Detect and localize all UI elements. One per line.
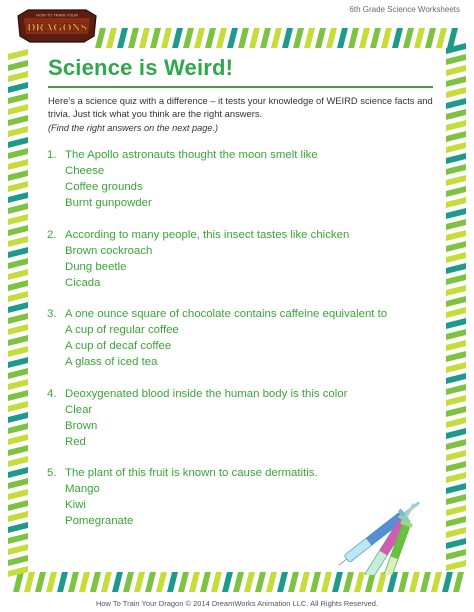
border-stripe — [8, 555, 28, 566]
border-stripe — [381, 28, 392, 48]
border-stripe — [8, 434, 28, 445]
border-stripe — [156, 572, 167, 592]
border-stripe — [106, 28, 117, 48]
border-stripe — [431, 572, 442, 592]
border-stripe — [8, 181, 28, 192]
answers-note: (Find the right answers on the next page.) — [48, 123, 219, 133]
border-stripe — [57, 572, 68, 592]
question-text: Deoxygenated blood inside the human body is this color — [65, 387, 348, 400]
border-stripe — [446, 274, 466, 285]
border-stripe — [288, 572, 299, 592]
answer-option[interactable]: Burnt gunpowder — [65, 197, 152, 209]
border-stripe — [200, 572, 211, 592]
copyright-footer: How To Train Your Dragon © 2014 DreamWorks Animation LLC. All Rights Reserved. — [95, 599, 379, 608]
border-stripe — [8, 258, 28, 269]
border-stripe — [266, 572, 277, 592]
answer-option[interactable]: A cup of decaf coffee — [65, 340, 172, 352]
answer-option[interactable]: Dung beetle — [65, 260, 127, 273]
border-stripe — [8, 522, 28, 533]
logo-small-text: HOW TO TRAIN YOUR — [36, 12, 78, 18]
border-stripe — [8, 159, 28, 170]
border-stripe — [446, 164, 466, 175]
border-stripe — [446, 417, 466, 428]
question-line — [47, 227, 437, 243]
border-stripe — [446, 120, 466, 131]
border-stripe — [46, 572, 57, 592]
border-stripe — [446, 494, 466, 505]
question-list — [47, 147, 437, 545]
border-stripe — [8, 401, 28, 412]
intro-paragraph: Here’s a science quiz with a difference – it tests your knowledge of WEIRD science facts and trivia. Just tick what you think are the right answers. — [48, 95, 433, 119]
border-stripe — [8, 346, 28, 357]
border-stripe — [446, 428, 466, 439]
answer-option[interactable]: Cicada — [65, 276, 101, 289]
border-stripe — [376, 572, 387, 592]
question-number: 2. — [47, 228, 57, 241]
border-stripe — [101, 572, 112, 592]
border-stripe — [446, 384, 466, 395]
border-stripe — [446, 307, 466, 318]
border-stripe — [8, 225, 28, 236]
question-number: 1. — [47, 149, 57, 161]
border-stripe — [446, 76, 466, 87]
border-stripe — [387, 572, 398, 592]
answer-option[interactable]: Brown cockroach — [65, 244, 153, 257]
border-stripe — [326, 28, 337, 48]
border-stripe — [343, 572, 354, 592]
question-2 — [47, 227, 437, 291]
border-stripe — [310, 572, 321, 592]
question-line — [47, 465, 437, 481]
border-stripe — [112, 572, 123, 592]
border-stripe — [8, 456, 28, 467]
border-stripe — [8, 313, 28, 324]
border-stripe — [359, 28, 370, 48]
question-line — [47, 147, 437, 163]
border-stripe — [8, 115, 28, 126]
question-line — [47, 386, 437, 402]
border-stripe — [446, 285, 466, 296]
border-stripe — [8, 368, 28, 379]
border-stripe — [337, 28, 348, 48]
border-stripe — [348, 28, 359, 48]
border-stripe — [216, 28, 227, 48]
border-stripe — [244, 572, 255, 592]
border-stripe — [172, 28, 183, 48]
border-stripe — [436, 28, 447, 48]
border-stripe — [446, 142, 466, 153]
border-stripe — [150, 28, 161, 48]
question-4 — [47, 386, 437, 450]
border-stripe — [211, 572, 222, 592]
border-stripe — [227, 28, 238, 48]
border-stripe — [134, 572, 145, 592]
border-stripe — [8, 478, 28, 489]
border-stripe — [446, 340, 466, 351]
border-stripe — [8, 423, 28, 434]
border-stripe — [277, 572, 288, 592]
border-stripe — [8, 357, 28, 368]
border-stripe — [446, 186, 466, 197]
border-stripe — [420, 572, 431, 592]
worksheet-category: 6th Grade Science Worksheets — [349, 5, 460, 14]
answer-option[interactable]: Kiwi — [65, 499, 86, 511]
border-stripe — [446, 296, 466, 307]
border-stripe — [414, 28, 425, 48]
title-underline — [48, 86, 433, 88]
border-stripe — [178, 572, 189, 592]
border-stripe — [249, 28, 260, 48]
border-stripe — [79, 572, 90, 592]
border-stripe — [233, 572, 244, 592]
answer-option[interactable]: Mango — [65, 483, 100, 495]
border-stripe — [446, 252, 466, 263]
border-stripe — [8, 93, 28, 104]
border-stripe — [446, 362, 466, 373]
border-stripe — [446, 527, 466, 538]
border-stripe — [392, 28, 403, 48]
border-stripe — [409, 572, 420, 592]
border-stripe — [117, 28, 128, 48]
border-stripe — [8, 192, 28, 203]
border-stripe — [24, 572, 35, 592]
question-1 — [47, 147, 437, 211]
border-stripe — [442, 572, 453, 592]
answer-option[interactable]: A glass of iced tea — [65, 356, 158, 368]
border-stripe — [446, 560, 466, 571]
border-stripe — [8, 60, 28, 71]
border-stripe — [8, 412, 28, 423]
border-stripe — [8, 467, 28, 478]
border-stripe — [446, 175, 466, 186]
border-stripe — [8, 390, 28, 401]
border-stripe — [332, 572, 343, 592]
border-stripe — [446, 461, 466, 472]
border-stripe — [446, 549, 466, 560]
border-stripe — [189, 572, 200, 592]
border-stripe — [354, 572, 365, 592]
border-stripe — [8, 269, 28, 280]
border-stripe — [282, 28, 293, 48]
border-stripe — [8, 544, 28, 555]
border-stripe — [194, 28, 205, 48]
border-stripe — [370, 28, 381, 48]
question-number: 3. — [47, 308, 57, 320]
border-stripe — [222, 572, 233, 592]
border-stripe — [8, 71, 28, 82]
border-stripe — [321, 572, 332, 592]
question-number: 4. — [47, 387, 57, 400]
answer-option[interactable]: A cup of regular coffee — [65, 324, 179, 336]
border-stripe — [123, 572, 134, 592]
border-stripe — [446, 472, 466, 483]
question-3 — [47, 306, 437, 370]
border-stripe — [35, 572, 46, 592]
border-stripe — [90, 572, 101, 592]
border-stripe — [8, 49, 28, 60]
border-stripe — [8, 170, 28, 181]
border-stripe — [446, 98, 466, 109]
answer-option[interactable]: Brown — [65, 419, 98, 432]
border-stripe — [446, 373, 466, 384]
border-stripe — [446, 329, 466, 340]
dragons-logo — [14, 6, 100, 46]
border-stripe — [446, 505, 466, 516]
border-stripe — [8, 247, 28, 258]
answer-option[interactable]: Coffee grounds — [65, 181, 143, 193]
border-stripe — [447, 28, 458, 48]
border-stripe — [446, 351, 466, 362]
border-stripe — [8, 379, 28, 390]
border-stripe — [446, 153, 466, 164]
border-stripe — [403, 28, 414, 48]
border-stripe — [205, 28, 216, 48]
border-stripe — [161, 28, 172, 48]
border-stripe — [8, 445, 28, 456]
question-text: The plant of this fruit is known to cause dermatitis. — [65, 467, 318, 479]
border-stripe — [446, 208, 466, 219]
border-stripe — [8, 324, 28, 335]
border-stripe — [8, 533, 28, 544]
border-stripe — [446, 406, 466, 417]
border-stripe — [293, 28, 304, 48]
border-stripe — [446, 230, 466, 241]
border-stripe — [446, 219, 466, 230]
border-stripe — [260, 28, 271, 48]
answer-option[interactable]: Red — [65, 435, 86, 448]
question-text: The Apollo astronauts thought the moon smelt like — [65, 149, 318, 161]
border-stripe — [8, 302, 28, 313]
border-stripe — [183, 28, 194, 48]
border-stripe — [8, 236, 28, 247]
border-stripe — [446, 109, 466, 120]
border-stripe — [238, 28, 249, 48]
border-stripe — [446, 516, 466, 527]
page-title: Science is Weird! — [48, 55, 234, 80]
question-text: According to many people, this insect tastes like chicken — [65, 228, 350, 241]
border-stripe — [446, 450, 466, 461]
border-stripe — [425, 28, 436, 48]
border-stripe — [8, 203, 28, 214]
answer-option[interactable]: Pomegranate — [65, 515, 134, 527]
border-stripe — [128, 28, 139, 48]
border-stripe — [8, 500, 28, 511]
border-stripe — [8, 511, 28, 522]
answer-option[interactable]: Cheese — [65, 165, 105, 177]
border-stripe — [446, 483, 466, 494]
border-stripe — [446, 241, 466, 252]
border-stripe — [446, 395, 466, 406]
border-stripe — [299, 572, 310, 592]
question-number: 5. — [47, 467, 57, 479]
answer-option[interactable]: Clear — [65, 403, 93, 416]
border-stripe — [304, 28, 315, 48]
border-stripe — [8, 280, 28, 291]
border-stripe — [167, 572, 178, 592]
border-stripe — [8, 137, 28, 148]
border-stripe — [446, 87, 466, 98]
border-stripe — [446, 263, 466, 274]
border-stripe — [8, 489, 28, 500]
border-stripe — [68, 572, 79, 592]
border-stripe — [446, 131, 466, 142]
syringes-illustration — [320, 500, 440, 575]
border-stripe — [365, 572, 376, 592]
border-stripe — [271, 28, 282, 48]
border-stripe — [315, 28, 326, 48]
border-stripe — [446, 65, 466, 76]
border-stripe — [8, 126, 28, 137]
border-stripe — [446, 439, 466, 450]
border-stripe — [453, 572, 464, 592]
border-stripe — [446, 197, 466, 208]
border-stripe — [139, 28, 150, 48]
border-stripe — [8, 335, 28, 346]
logo-text: DRAGONS — [26, 20, 88, 34]
question-text: A one ounce square of chocolate contains caffeine equivalent to — [65, 308, 388, 320]
border-stripe — [255, 572, 266, 592]
border-stripe — [8, 291, 28, 302]
border-stripe — [446, 54, 466, 65]
border-stripe — [8, 104, 28, 115]
border-stripe — [398, 572, 409, 592]
border-stripe — [446, 538, 466, 549]
border-stripe — [145, 572, 156, 592]
border-stripe — [8, 82, 28, 93]
border-stripe — [8, 214, 28, 225]
border-stripe — [446, 318, 466, 329]
border-stripe — [8, 148, 28, 159]
question-line — [47, 306, 437, 322]
